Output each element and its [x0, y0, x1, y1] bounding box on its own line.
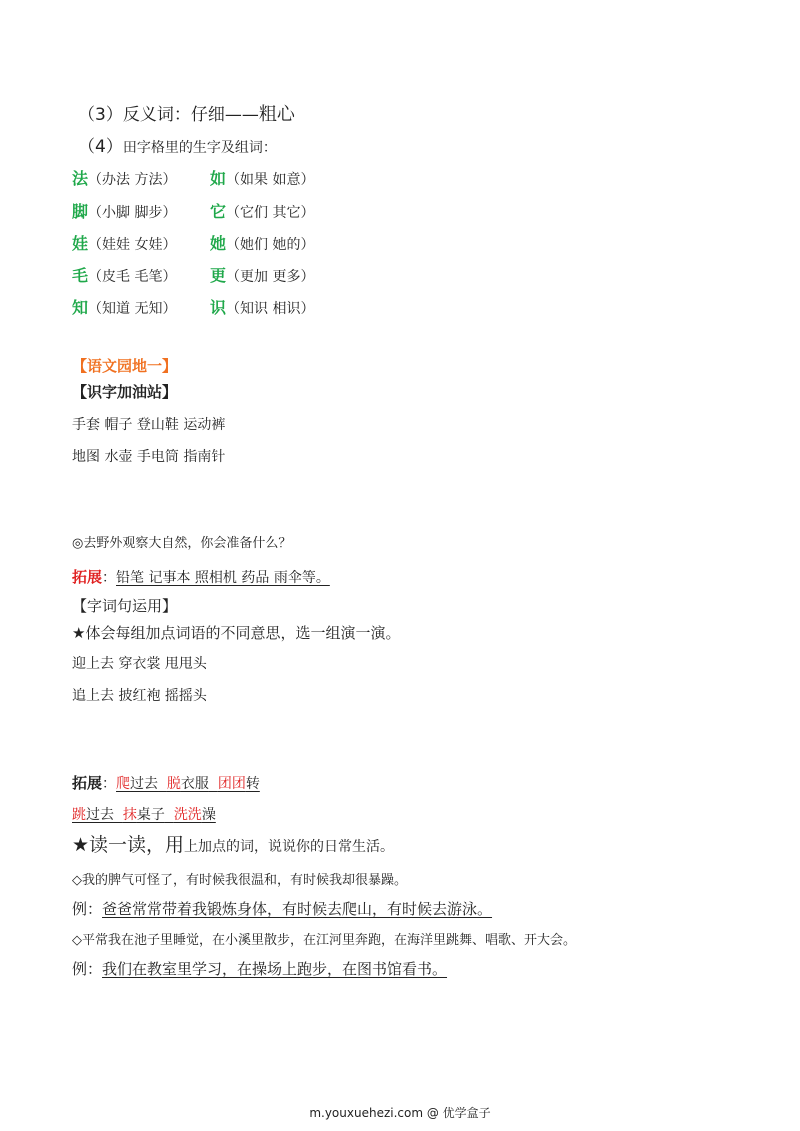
character: 毛 [72, 266, 89, 285]
plain-text [158, 776, 167, 792]
highlighted-char: 抹 [122, 807, 137, 823]
plain-text: 澡 [201, 807, 216, 823]
highlighted-char: 爬 [116, 776, 131, 792]
character-words: （皮毛 毛笔） [88, 269, 177, 285]
task-2-text: 上加点的词，说说你的日常生活。 [184, 839, 395, 855]
extension-2-row-1 [116, 776, 260, 792]
example-1 [72, 900, 492, 918]
example-text: 爸爸常常带着我锻炼身体，有时候去爬山，有时候去游泳。 [102, 900, 493, 918]
section-title: 【语文园地一】 [72, 357, 178, 375]
grid-title-label: 田字格里的生字及组词： [122, 140, 277, 156]
plain-text: 衣服 [180, 776, 209, 792]
subsection-title-literacy: 【识字加油站】 [72, 383, 178, 401]
subsection-title-usage: 【字词句运用】 [72, 597, 178, 615]
highlighted-char: 脱 [166, 776, 181, 792]
character: 如 [210, 169, 227, 188]
footer: m.youxuehezi.com @ 优学盒子 [309, 1106, 491, 1120]
character: 娃 [72, 234, 89, 253]
plain-text [114, 807, 123, 823]
character-words: （它们 其它） [226, 205, 315, 221]
plain-text [165, 807, 174, 823]
plain-text: 过去 [86, 807, 114, 823]
item-number: （4） [78, 137, 123, 157]
extension-colon: ： [102, 776, 117, 792]
extension-2-row-2-line [72, 806, 216, 824]
highlighted-char: 跳 [72, 807, 86, 823]
character: 知 [72, 298, 89, 317]
plain-text: 转 [245, 776, 260, 792]
plain-text [209, 776, 218, 792]
character-words: （娃娃 女娃） [88, 237, 177, 253]
extension-label: 拓展 [72, 774, 103, 792]
task-1-row-2: 追上去 披红袍 摇摇头 [72, 688, 207, 704]
character-words: （办法 方法） [88, 172, 177, 188]
antonym-line [78, 104, 295, 126]
character: 更 [210, 266, 227, 285]
example-text: 我们在教室里学习，在操场上跑步，在图书馆看书。 [102, 960, 448, 978]
task-1-row-1: 迎上去 穿衣裳 甩甩头 [72, 656, 207, 672]
task-1: ★体会每组加点词语的不同意思，选一组演一演。 [72, 624, 401, 642]
example-label: 例： [72, 960, 103, 978]
sentence-2: ◇平常我在池子里睡觉，在小溪里散步，在江河里奔跑，在海洋里跳舞、唱歌、开大会。 [72, 933, 576, 948]
antonym-word: 粗心 [258, 104, 295, 125]
character: 法 [72, 169, 89, 188]
highlighted-char: 团团 [217, 776, 246, 792]
character-words: （小脚 脚步） [88, 205, 177, 221]
word-list-2: 地图 水壶 手电筒 指南针 [72, 449, 226, 465]
character-words: （知道 无知） [88, 301, 177, 317]
character-row [72, 267, 314, 286]
extension-1 [72, 568, 330, 587]
highlighted-char: 洗洗 [173, 807, 202, 823]
plain-text: 桌子 [136, 807, 165, 823]
character-words: （她们 她的） [226, 237, 315, 253]
extension-text: 铅笔 记事本 照相机 药品 雨伞等。 [116, 570, 330, 586]
example-label: 例： [72, 900, 103, 918]
antonym-label: 反义词：仔细—— [122, 105, 259, 125]
character-row [72, 203, 314, 222]
extension-2-row-2 [72, 807, 216, 823]
character: 她 [210, 234, 227, 253]
extension-2 [72, 774, 260, 793]
character: 它 [210, 202, 227, 221]
extension-colon: ： [102, 570, 117, 586]
task-2 [72, 836, 394, 856]
question: ◎去野外观察大自然，你会准备什么？ [72, 536, 292, 551]
character-row [72, 170, 314, 189]
word-list-1: 手套 帽子 登山鞋 运动裤 [72, 417, 226, 433]
grid-title-line [78, 136, 277, 159]
character: 脚 [72, 202, 89, 221]
character-words: （知识 相识） [226, 301, 315, 317]
character: 识 [210, 298, 227, 317]
character-words: （如果 如意） [226, 172, 315, 188]
sentence-1: ◇我的脾气可怪了，有时候我很温和，有时候我却很暴躁。 [72, 873, 407, 888]
extension-label: 拓展 [72, 568, 103, 586]
task-2-lead: ★读一读，用 [72, 834, 185, 856]
character-row [72, 235, 314, 254]
plain-text: 过去 [130, 776, 159, 792]
example-2 [72, 960, 447, 978]
character-words: （更加 更多） [226, 269, 315, 285]
item-number: （3） [78, 105, 123, 125]
character-row [72, 299, 314, 318]
